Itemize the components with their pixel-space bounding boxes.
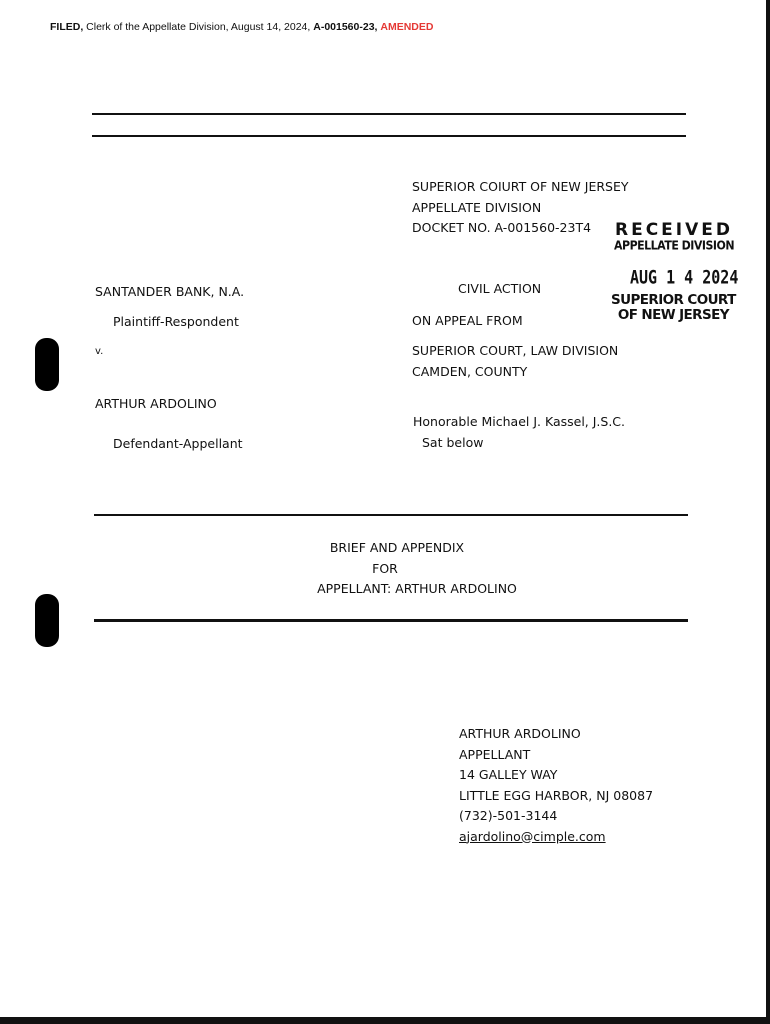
contact-phone: (732)-501-3144 (459, 808, 558, 823)
page-edge-right (766, 0, 770, 1024)
title-line-2: FOR (372, 560, 398, 576)
versus: v. (95, 346, 104, 357)
court-division: APPELLATE DIVISION (412, 199, 542, 215)
court-block (412, 177, 629, 239)
plaintiff-role: Plaintiff-Respondent (113, 314, 239, 329)
stamp-division: APPELLATE DIVISION (614, 238, 735, 253)
title-line-3: APPELLANT: ARTHUR ARDOLINO (317, 581, 517, 596)
stamp-court-line1: SUPERIOR COURT (611, 292, 736, 308)
docket-number: A-001560-23 (313, 21, 375, 33)
title-line-1: BRIEF AND APPENDIX (329, 540, 465, 555)
stamp-court-line2: OF NEW JERSEY (617, 307, 729, 323)
docket-line: DOCKET NO. A-001560-23T4 (412, 220, 592, 235)
civil-action: CIVIL ACTION (458, 281, 542, 296)
judge-name: Honorable Michael J. Kassel, J.S.C. (413, 414, 626, 429)
top-rule-1 (92, 113, 686, 115)
clerk-text: Clerk of the Appellate Division, August 14, 2024, (83, 21, 314, 33)
title-rule-top (94, 514, 688, 516)
filed-label: FILED, (50, 21, 84, 33)
punch-hole-1 (35, 338, 59, 391)
contact-name: ARTHUR ARDOLINO (459, 726, 581, 741)
document-title (0, 538, 770, 600)
punch-hole-2 (35, 594, 59, 647)
page-edge-bottom (0, 1017, 770, 1024)
contact-street: 14 GALLEY WAY (459, 767, 558, 782)
defendant-name: ARTHUR ARDOLINO (95, 396, 217, 411)
header-separator: , (374, 21, 378, 33)
lower-court (412, 341, 618, 382)
amended-label: AMENDED (380, 21, 434, 33)
stamp-date: AUG 1 4 2024 (630, 266, 739, 289)
county-name: CAMDEN, COUNTY (412, 363, 528, 379)
title-rule-bottom (94, 619, 688, 622)
contact-block (459, 724, 653, 847)
sat-below: Sat below (422, 435, 484, 450)
defendant-role: Defendant-Appellant (113, 436, 243, 451)
on-appeal-from: ON APPEAL FROM (412, 313, 523, 328)
received-stamp: RECEIVED (615, 220, 733, 240)
lower-court-name: SUPERIOR COURT, LAW DIVISION (412, 343, 619, 358)
stamp-court (611, 293, 736, 323)
contact-city: LITTLE EGG HARBOR, NJ 08087 (459, 787, 654, 803)
contact-email-link[interactable]: ajardolino@cimple.com (459, 828, 606, 844)
contact-role: APPELLANT (459, 746, 531, 762)
plaintiff-name: SANTANDER BANK, N.A. (95, 284, 245, 299)
top-rule-2 (92, 135, 686, 137)
court-name: SUPERIOR COIURT OF NEW JERSEY (412, 179, 629, 194)
filing-header (50, 21, 433, 33)
